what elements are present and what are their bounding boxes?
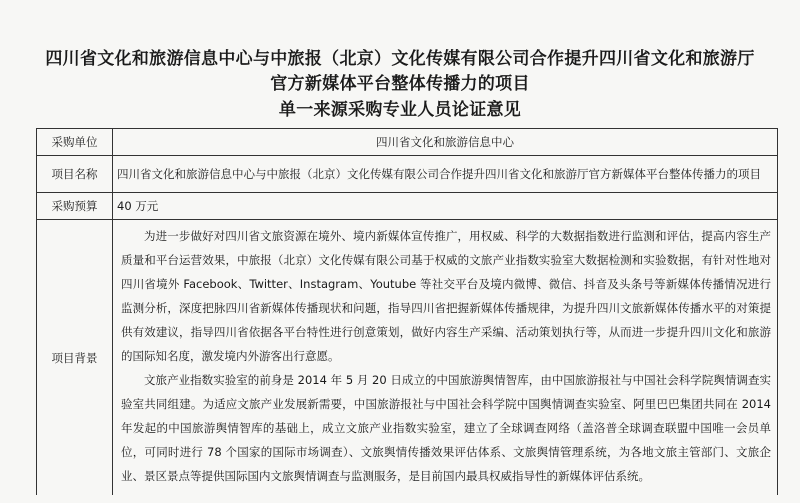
project-name-label: 项目名称 bbox=[37, 156, 113, 192]
table-row-budget bbox=[37, 193, 777, 220]
budget-value: 40 万元 bbox=[117, 198, 159, 213]
budget-label: 采购预算 bbox=[37, 193, 113, 219]
document-title-line-1: 四川省文化和旅游信息中心与中旅报（北京）文化传媒有限公司合作提升四川省文化和旅游厅 bbox=[45, 49, 755, 69]
background-paragraph-2: 文旅产业指数实验室的前身是 2014 年 5 月 20 日成立的中国旅游舆情智库，由中国旅游报社与中国社会科学院舆情调查实验室共同组建。为适应文旅产业发展新需要，中国旅游报社与中国社会科学院中国舆情调查实验室、阿里巴巴集团共同在 2014 年发起的中国旅游舆情智库的基础上，成立文旅产业指数实验室，建立了全球调查网络（盖洛普全球调查联盟中国唯一会员单位，可同时进行 78 个国家的国际市场调查）、文旅舆情传播效果评估体系、文旅舆情管理系统，为各地文旅主管部门、文旅企业、景区景点等提供国际国内文旅舆情调查与监测服务，是目前国内最具权威指导性的新媒体评估系统。 bbox=[121, 373, 771, 483]
purchaser-label: 采购单位 bbox=[37, 129, 113, 155]
table-row-purchaser bbox=[37, 129, 777, 156]
document-title-line-2: 官方新媒体平台整体传播力的项目 bbox=[270, 74, 530, 94]
table-row-project-name bbox=[37, 156, 777, 193]
background-content bbox=[113, 220, 777, 495]
purchaser-value: 四川省文化和旅游信息中心 bbox=[376, 134, 514, 149]
background-paragraph-1: 为进一步做好对四川省文旅资源在境外、境内新媒体宣传推广，用权威、科学的大数据指数进行监测和评估，提高内容生产质量和平台运营效果，中旅报（北京）文化传媒有限公司基于权威的文旅产业指数实验室大数据检测和实验数据，有针对性地对四川省境外 Facebook、Twitter、Instagram、Youtube 等社交平台及境内微博、微信、抖音及头条号等新媒体传播情况进行监测分析，深度把脉四川省新媒体传播现状和问题，指导四川省把握新媒体传播规律，为提升四川文旅新媒体传播水平的对策提供有效建议，指导四川省依据各平台特性进行创意策划，做好内容生产采编、活动策划执行等，从而进一步提升四川文化和旅游的国际知名度，激发境内外游客出行意愿。 bbox=[121, 229, 771, 363]
table-row-background bbox=[37, 220, 777, 495]
document-subtitle: 单一来源采购专业人员论证意见 bbox=[278, 100, 522, 120]
background-label: 项目背景 bbox=[37, 220, 113, 495]
project-name-value: 四川省文化和旅游信息中心与中旅报（北京）文化传媒有限公司合作提升四川省文化和旅游厅官方新媒体平台整体传播力的项目 bbox=[117, 166, 761, 181]
info-table bbox=[36, 128, 778, 495]
